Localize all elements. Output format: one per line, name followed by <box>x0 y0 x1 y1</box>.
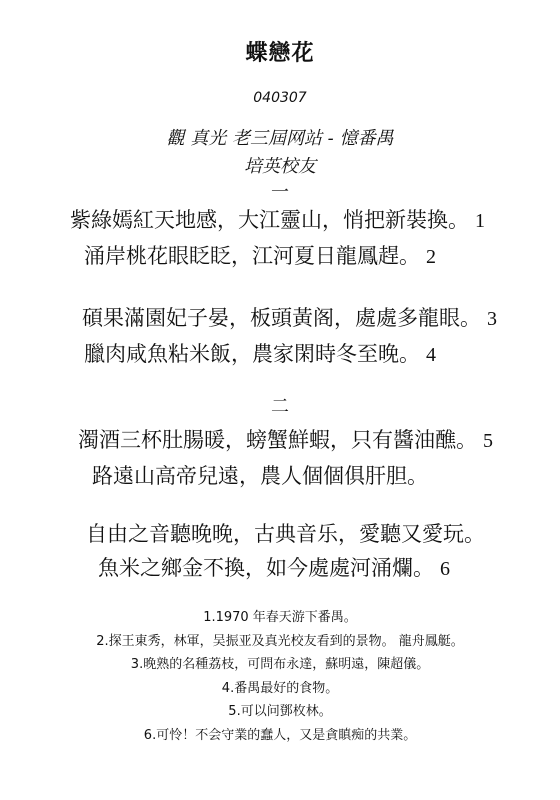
poem-line-text: 自由之音聽晚晚，古典音乐，愛聽又愛玩。 <box>86 522 485 546</box>
poem-subtitle-line2: 培英校友 <box>244 156 316 177</box>
poem-line-text: 濁酒三杯肚腸暖，螃蟹鮮蝦，只有醬油醮。 <box>78 428 477 452</box>
footnote-marker: 4 <box>426 344 436 366</box>
poem-subtitle-line1: 觀 真光 老三屆网站 - 憶番禺 <box>166 128 394 149</box>
poem-line <box>92 460 560 490</box>
poem-date: 040307 <box>253 90 307 106</box>
footnote-marker: 5 <box>483 430 493 452</box>
footnote-item: 6.可怜！不会守業的蠢人，又是貪瞋痴的共業。 <box>143 727 417 743</box>
poem-line <box>78 424 548 454</box>
poem-line-text: 臘肉咸魚粘米飯，農家閑時冬至晚。 <box>84 342 420 366</box>
footnote-marker: 3 <box>487 308 497 330</box>
poem-line-text: 紫綠嫣紅天地感，大江靈山，悄把新裝換。 <box>70 208 469 232</box>
footnote-marker: 2 <box>426 246 436 268</box>
footnote-item: 4.番禺最好的食物。 <box>221 680 339 696</box>
footnote-marker: 6 <box>440 558 450 580</box>
footnote-item: 3.晚熟的名種荔枝，可問布永達，蘇明遠，陳超儀。 <box>130 657 430 672</box>
footnotes <box>0 606 560 747</box>
footnote-item: 1.1970 年春天游下番禺。 <box>203 610 357 625</box>
section-two-mark: 二 <box>271 396 289 417</box>
footnote-item: 2.探王東秀，林軍，吴振亚及真光校友看到的景物。 龍舟鳳艇。 <box>96 633 464 649</box>
poem-line-text: 魚米之鄉金不換，如今處處河涌爛。 <box>98 556 434 580</box>
poem-line <box>70 204 540 234</box>
poem-line-text: 碩果滿園妃子晏，板頭黃阁，處處多龍眼。 <box>82 306 481 330</box>
footnote-marker: 1 <box>475 210 485 232</box>
poem-line <box>98 552 560 582</box>
section-one-mark: 一 <box>271 182 289 203</box>
poem-line-text: 路遠山高帝兒遠，農人個個俱肝胆。 <box>92 464 428 488</box>
poem-line <box>82 302 552 332</box>
poem-title: 蝶戀花 <box>245 41 315 66</box>
poem-line <box>84 338 554 368</box>
footnote-item: 5.可以问鄧枚林。 <box>228 704 332 719</box>
poem-line-text: 涌岸桃花眼眨眨，江河夏日龍鳳趕。 <box>84 244 420 268</box>
poem-line <box>86 518 556 548</box>
poem-line <box>84 240 554 270</box>
